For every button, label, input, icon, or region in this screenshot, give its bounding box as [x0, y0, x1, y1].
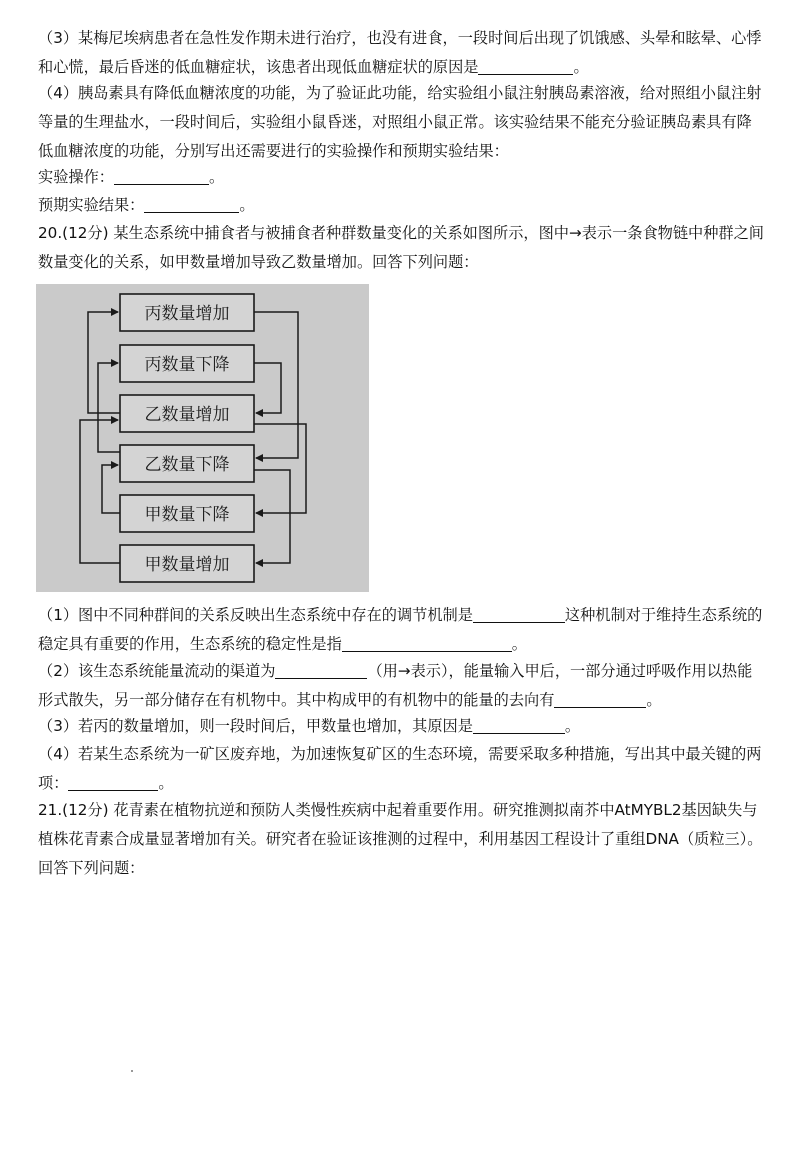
arrow-jia-up-to-yi-up — [80, 420, 120, 563]
box-label: 甲数量增加 — [144, 555, 230, 575]
box-label: 丙数量增加 — [144, 304, 230, 324]
q19-part3: （3）某梅尼埃病患者在急性发作期未进行治疗，也没有进食，一段时间后出现了饥饿感、头晕和眩晕、心悸和心慌，最后昏迷的低血糖症状，该患者出现低血糖症状的原因是 。 — [38, 29, 762, 76]
answer-blank[interactable] — [114, 168, 209, 185]
box-label: 乙数量增加 — [144, 405, 230, 425]
answer-blank[interactable] — [478, 58, 573, 75]
arrow-jia-down-to-yi-down — [102, 465, 120, 513]
population-relation-diagram — [36, 284, 369, 592]
q19-operation: 实验操作： 。 — [38, 168, 225, 186]
answer-blank[interactable] — [554, 691, 646, 708]
arrow-yi-down-to-bing-down — [98, 363, 120, 452]
q20-part4: （4）若某生态系统为一矿区废弃地，为加速恢复矿区的生态环境，需要采取多种措施，写出其中最关键的两项： 。 — [38, 745, 762, 792]
answer-blank[interactable] — [275, 662, 367, 679]
q19-part4: （4）胰岛素具有降低血糖浓度的功能，为了验证此功能，给实验组小鼠注射胰岛素溶液，给对照组小鼠注射等量的生理盐水，一段时间后，实验组小鼠昏迷，对照组小鼠正常。该实验结果不能充分验证胰岛素具有降低血糖浓度的功能，分别写出还需要进行的实验操作和预期实验结果： — [38, 84, 762, 160]
q20-part1: （1）图中不同种群间的关系反映出生态系统中存在的调节机制是 这种机制对于维持生态系统的稳定具有重要的作用，生态系统的稳定性是指 。 — [38, 606, 763, 653]
arrow-bing-down-to-yi-up — [254, 363, 281, 413]
answer-blank[interactable] — [473, 606, 565, 623]
box-label: 丙数量下降 — [144, 355, 230, 375]
scan-speck — [131, 1070, 133, 1072]
answer-blank[interactable] — [68, 774, 158, 791]
answer-blank[interactable] — [342, 635, 512, 652]
q20-part2: （2）该生态系统能量流动的渠道为 （用→表示），能量输入甲后，一部分通过呼吸作用以热能形式散失，另一部分储存在有机物中。其中构成甲的有机物中的能量的去向有 。 — [38, 662, 753, 709]
q20-intro: 20.(12分) 某生态系统中捕食者与被捕食者种群数量变化的关系如图所示，图中→表示一条食物链中种群之间数量变化的关系，如甲数量增加导致乙数量增加。回答下列问题： — [38, 224, 764, 271]
arrow-yi-down-to-jia-up — [254, 470, 290, 563]
q20-part3: （3）若丙的数量增加，则一段时间后，甲数量也增加，其原因是 。 — [38, 717, 581, 735]
box-label: 乙数量下降 — [144, 455, 230, 475]
answer-blank[interactable] — [473, 717, 565, 734]
box-label: 甲数量下降 — [144, 505, 230, 525]
answer-blank[interactable] — [144, 196, 239, 213]
arrow-bing-up-to-yi-down — [254, 312, 298, 458]
q19-result: 预期实验结果： 。 — [38, 196, 255, 214]
q21-intro: 21.(12分) 花青素在植物抗逆和预防人类慢性疾病中起着重要作用。研究推测拟南芥中AtMYBL2基因缺失与植株花青素合成量显著增加有关。研究者在验证该推测的过程中，利用基因工程设计了重组DNA（质粒三）。回答下列问题： — [38, 801, 763, 877]
